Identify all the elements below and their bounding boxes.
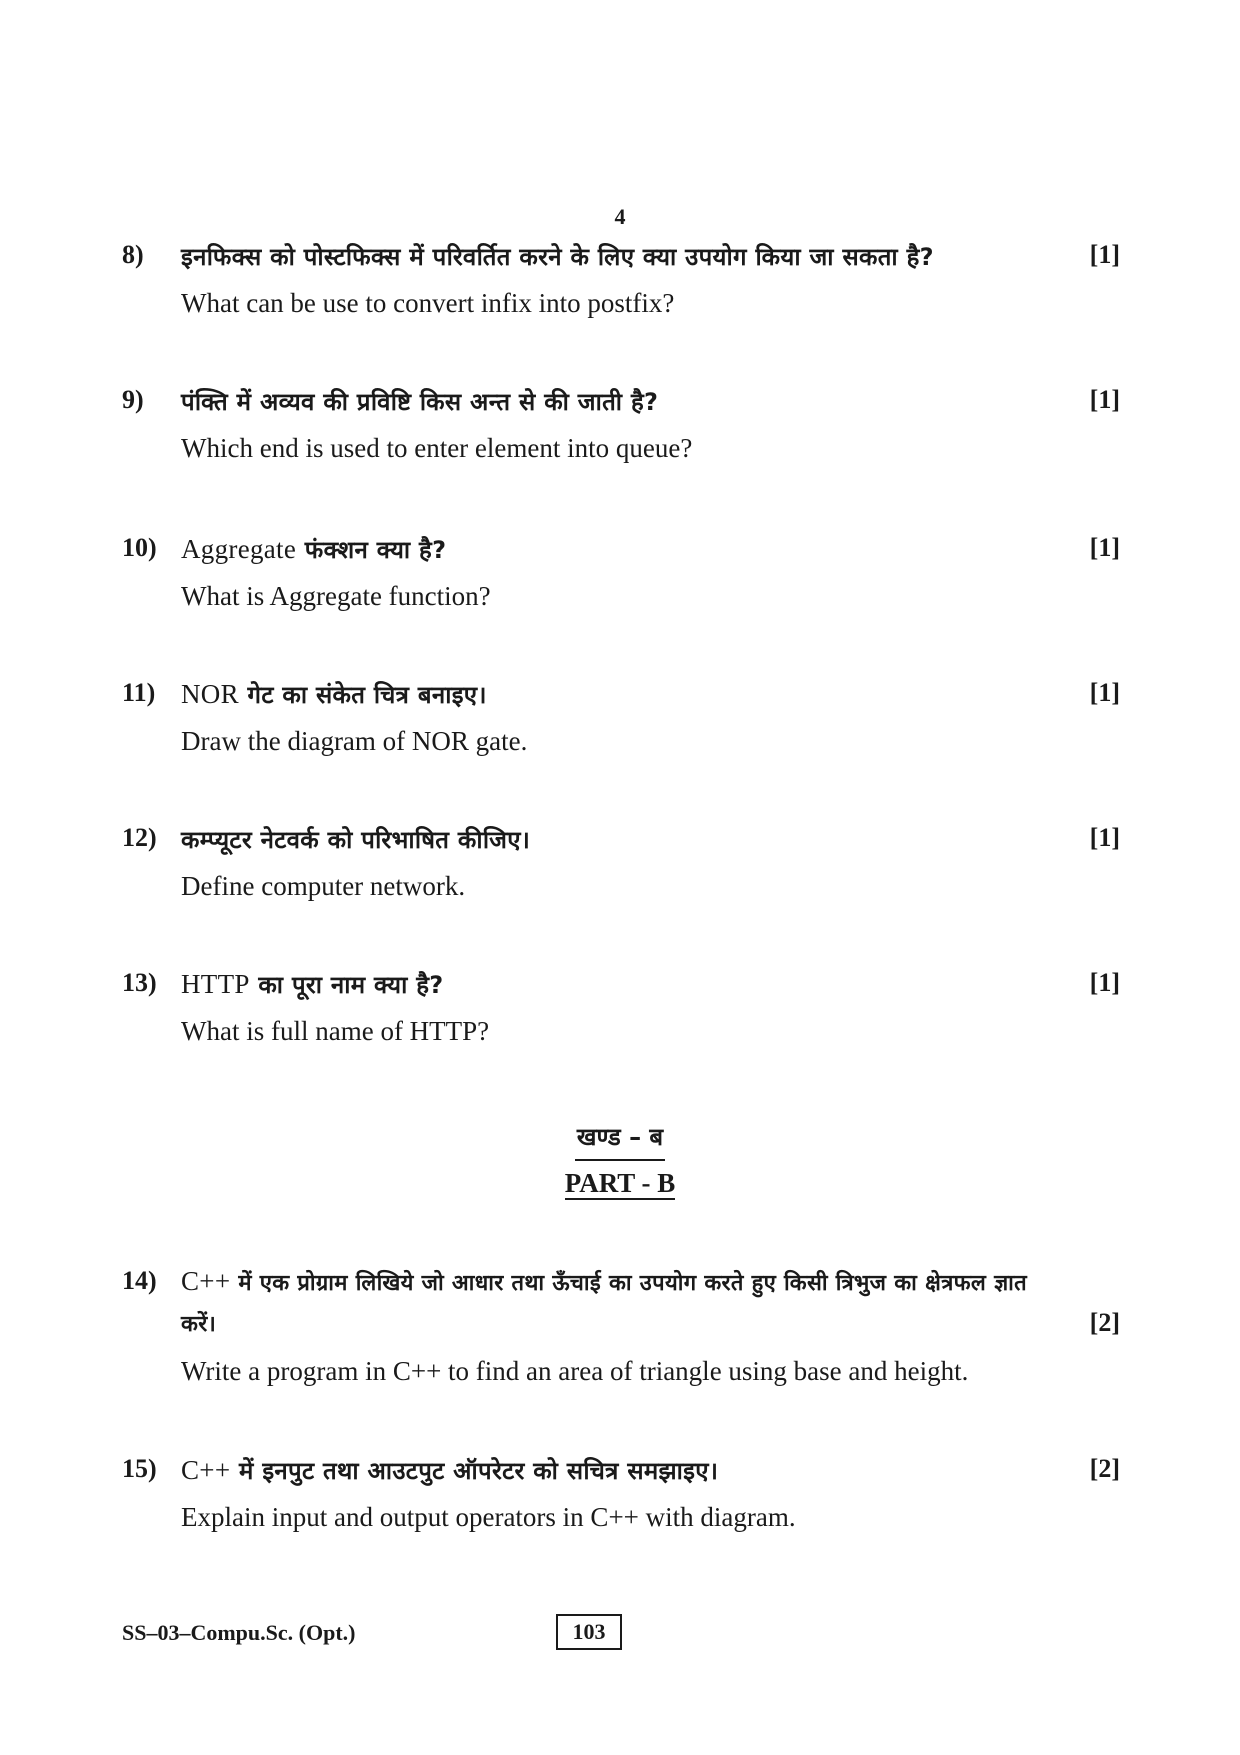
question-text-hindi: NOR गेट का संकेत चित्र बनाइए। — [181, 679, 487, 709]
question-text-hindi-line2: करें। — [181, 1312, 217, 1337]
marks: [2] — [1089, 1454, 1120, 1483]
marks: [1] — [1089, 678, 1120, 707]
section-title-hindi: खण्ड – ब — [0, 1120, 1240, 1161]
question-text-hindi: C++ में इनपुट तथा आउटपुट ऑपरेटर को सचित्र समझाइए। — [181, 1455, 719, 1485]
question-text-english: Draw the diagram of NOR gate. — [181, 726, 528, 756]
marks: [1] — [1089, 968, 1120, 997]
question-text-english: What can be use to convert infix into postfix? — [181, 288, 675, 318]
question-text-hindi: इनफिक्स को पोस्टफिक्स में परिवर्तित करने के लिए क्या उपयोग किया जा सकता है? — [181, 243, 934, 271]
question-text-hindi: पंक्ति में अव्यव की प्रविष्टि किस अन्त से की जाती है? — [181, 388, 659, 416]
question-text-english: What is full name of HTTP? — [181, 1016, 490, 1046]
question-text-hindi: Aggregate फंक्शन क्या है? — [181, 534, 447, 564]
question-number: 9) — [122, 385, 144, 414]
page-number: 4 — [614, 204, 626, 229]
question-text-english: Which end is used to enter element into queue? — [181, 433, 693, 463]
question-text-english: Define computer network. — [181, 871, 466, 901]
question-number: 11) — [122, 678, 156, 707]
section-title-english: PART - B — [564, 1168, 676, 1198]
question-text-english: What is Aggregate function? — [181, 581, 491, 611]
question-number: 14) — [122, 1266, 157, 1295]
question-number: 15) — [122, 1454, 157, 1483]
question-text-hindi: HTTP का पूरा नाम क्या है? — [181, 969, 444, 999]
question-number: 13) — [122, 968, 157, 997]
question-number: 8) — [122, 240, 144, 269]
footer-page-box: 103 — [556, 1614, 622, 1650]
question-number: 12) — [122, 823, 157, 852]
question-number: 10) — [122, 533, 157, 562]
marks: [1] — [1089, 533, 1120, 562]
footer-paper-code: SS–03–Compu.Sc. (Opt.) — [122, 1620, 356, 1645]
marks: [1] — [1089, 385, 1120, 414]
marks: [1] — [1089, 823, 1120, 852]
marks: [1] — [1089, 240, 1120, 269]
marks: [2] — [1089, 1308, 1120, 1337]
question-text-hindi: C++ में एक प्रोग्राम लिखिये जो आधार तथा ऊँचाई का उपयोग करते हुए किसी त्रिभुज का क्षेत्रफल ज्ञात — [181, 1266, 1028, 1296]
question-text-english: Explain input and output operators in C++ with diagram. — [181, 1502, 796, 1532]
question-text-hindi: कम्प्यूटर नेटवर्क को परिभाषित कीजिए। — [181, 826, 531, 854]
question-text-english: Write a program in C++ to find an area of triangle using base and height. — [181, 1356, 969, 1386]
